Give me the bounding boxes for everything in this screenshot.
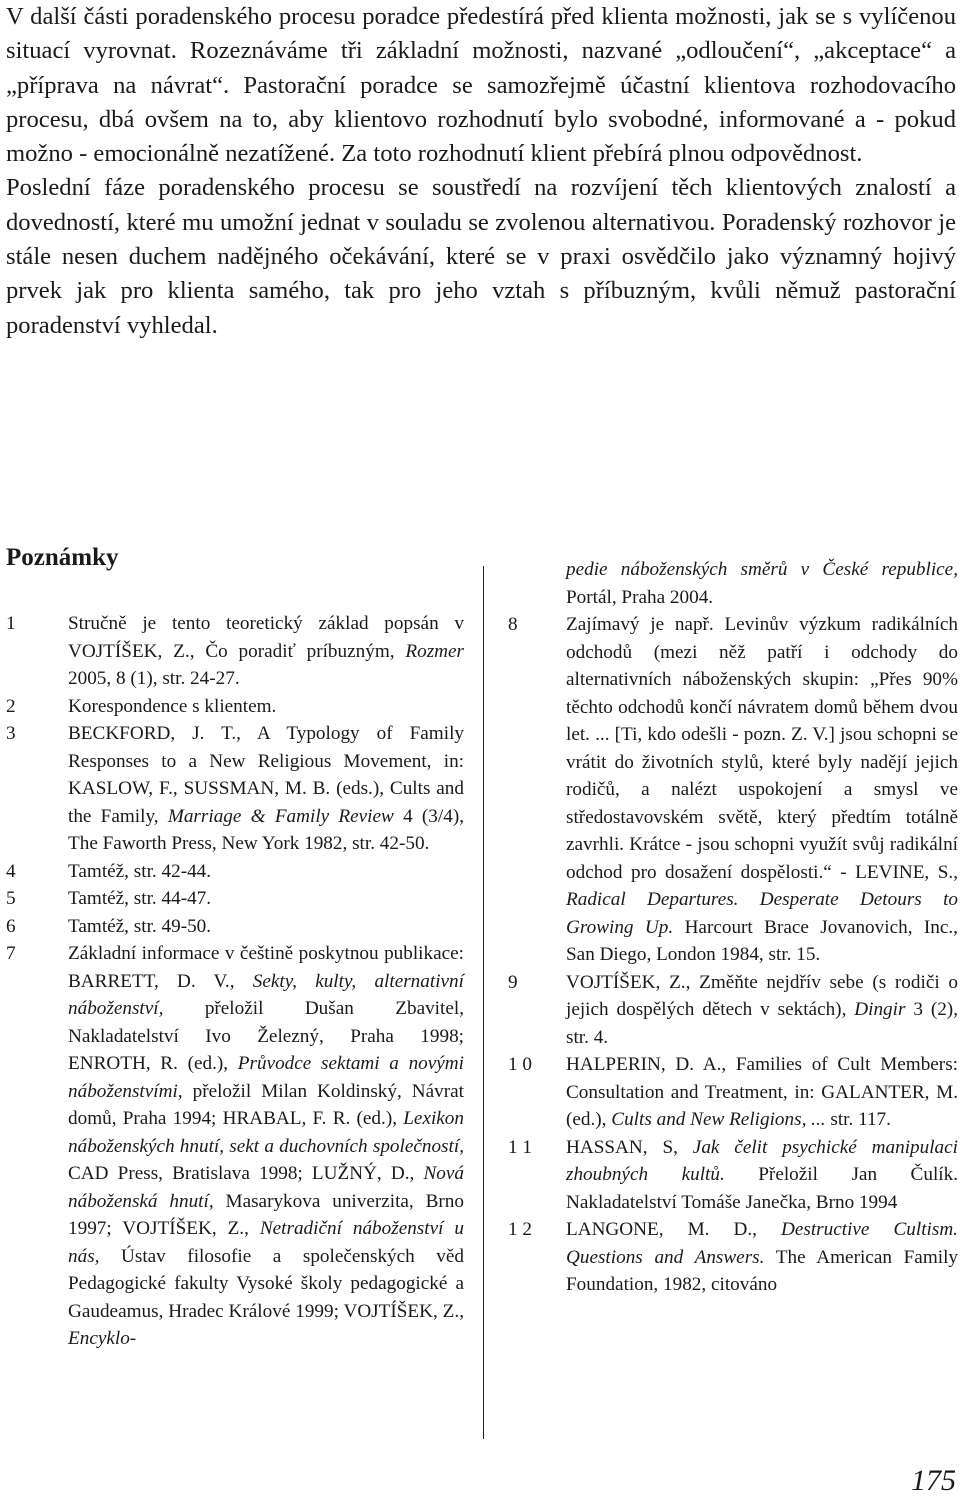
paragraph-2: Poslední fáze poradenského procesu se soustředí na rozvíjení těch klientových znalostí a dovedností, které mu umožní jednat v souladu se zvolenou alternativou. Poradenský rozhovor je stále nesen duchem nadějného očekávání, které se v praxi osvědčilo jako významný hojivý prvek jak pro klienta samého, tak pro jeho vztah s příbuzným, kvůli němuž pastorační poradenství vyhledal. [6, 174, 956, 339]
note-number: 9 [508, 971, 518, 993]
note-text: Základní informace v češtině poskytnou publikace: BARRETT, D. V., Sekty, kulty, alternativní náboženství, přeložil Dušan Zbavitel, Nakladatelství Ivo Železný, Praha 1998; ENROTH, R. (ed.), Průvodce sektami a novými náboženstvími, přeložil Milan Koldinský, Návrat domů, Praha 1994; HRABAL, F. R. (ed.), Lexikon náboženských hnutí, sekt a duchovních společností, CAD Press, Bratislava 1998; LUŽNÝ, D., Nová náboženská hnutí, Masarykova univerzita, Brno 1997; VOJTÍŠEK, Z., Netradiční náboženství u nás, Ústav filosofie a společenských věd Pedagogické fakulty Vysoké školy pedagogické a Gaudeamus, Hradec Králové 1999; VOJTÍŠEK, Z., Encyklo- [68, 943, 464, 1349]
main-text [6, 0, 956, 343]
notes-left-column [6, 610, 464, 1353]
note-number: 1 2 [508, 1219, 532, 1240]
note-4 [6, 858, 464, 886]
note-number: 7 [6, 943, 16, 964]
note-1 [6, 610, 464, 693]
note-7-continuation: pedie náboženských směrů v České republice, Portál, Praha 2004. [566, 559, 958, 608]
note-number: 1 [6, 613, 16, 634]
note-number: 4 [6, 860, 16, 882]
note-number: 1 0 [508, 1054, 532, 1075]
note-7 [6, 940, 464, 1353]
note-text: HASSAN, S, Jak čelit psychické manipulaci zhoubných kultů. Přeložil Jan Čulík. Nakladatelství Tomáše Janečka, Brno 1994 [566, 1136, 958, 1213]
note-number: 6 [6, 915, 16, 937]
note-number: 3 [6, 723, 16, 744]
notes-right-column [508, 556, 958, 1299]
note-number: 5 [6, 888, 16, 909]
note-text: LANGONE, M. D., Destructive Cultism. Questions and Answers. The American Family Foundation, 1982, citováno [566, 1219, 959, 1295]
note-text: Tamtéž, str. 42-44. [68, 860, 212, 882]
note-text: Tamtéž, str. 49-50. [68, 915, 212, 937]
note-number: 1 1 [508, 1136, 532, 1158]
note-8 [508, 611, 958, 969]
note-text: Stručně je tento teoretický základ popsán v VOJTÍŠEK, Z., Čo poradiť príbuzným, Rozmer 2005, 8 (1), str. 24-27. [68, 613, 464, 689]
note-11 [508, 1134, 958, 1217]
note-number: 8 [508, 614, 518, 635]
paragraph-1: V další části poradenského procesu poradce předestírá před klienta možnosti, jak se s vylíčenou situací vyrovnat. Rozeznáváme tři základní možnosti, nazvané „odloučení“, „akceptace“ a „příprava na návrat“. Pastorační poradce se samozřejmě účastní klientova rozhodovacího procesu, dbá ovšem na to, aby klientovo rozhodnutí bylo svobodné, informované a - pokud možno - emocionálně nezatížené. Za toto rozhodnutí klient přebírá plnou odpovědnost. [6, 3, 956, 168]
page-number: 175 [911, 1464, 956, 1497]
note-text: VOJTÍŠEK, Z., Změňte nejdřív sebe (s rodiči o jejich dospělých dětech v sektách), Dingir 3 (2), str. 4. [566, 971, 958, 1048]
note-9 [508, 969, 958, 1052]
note-text: Tamtéž, str. 44-47. [68, 888, 212, 909]
note-number: 2 [6, 695, 16, 717]
note-5 [6, 885, 464, 913]
note-2 [6, 693, 464, 721]
note-12 [508, 1216, 958, 1299]
note-text: Zajímavý je např. Levinův výzkum radikálních odchodů (mezi něž patří i odchody do alternativních náboženských skupin: „Přes 90% těchto odchodů končí návratem domů během dvou let. ... [Ti, kdo odešli - pozn. Z. V.] jsou schopni se vrátit do životních stylů, které byly nadějí jejich rodičů, a nalézt uspokojení a smysl ve středostavovském světě, který předtím totálně zavrhli. Krátce - jsou schopni využít svůj radikální odchod pro dosažení dospělosti.“ - LEVINE, S., Radical Departures. Desperate Detours to Growing Up. Harcourt Brace Jovanovich, Inc., San Diego, London 1984, str. 15. [566, 614, 958, 965]
note-text: HALPERIN, D. A., Families of Cult Members: Consultation and Treatment, in: GALANTER, M. (ed.), Cults and New Religions, ... str. 117. [566, 1054, 958, 1130]
notes-heading: Poznámky [6, 544, 119, 571]
note-text: Korespondence s klientem. [68, 695, 277, 717]
note-text: BECKFORD, J. T., A Typology of Family Responses to a New Religious Movement, in: KASLOW, F., SUSSMAN, M. B. (eds.), Cults and the Family, Marriage & Family Review 4 (3/4), The Faworth Press, New York 1982, str. 42-50. [68, 723, 465, 854]
note-10 [508, 1051, 958, 1134]
column-divider [483, 566, 484, 1439]
note-3 [6, 720, 464, 858]
note-6 [6, 913, 464, 941]
